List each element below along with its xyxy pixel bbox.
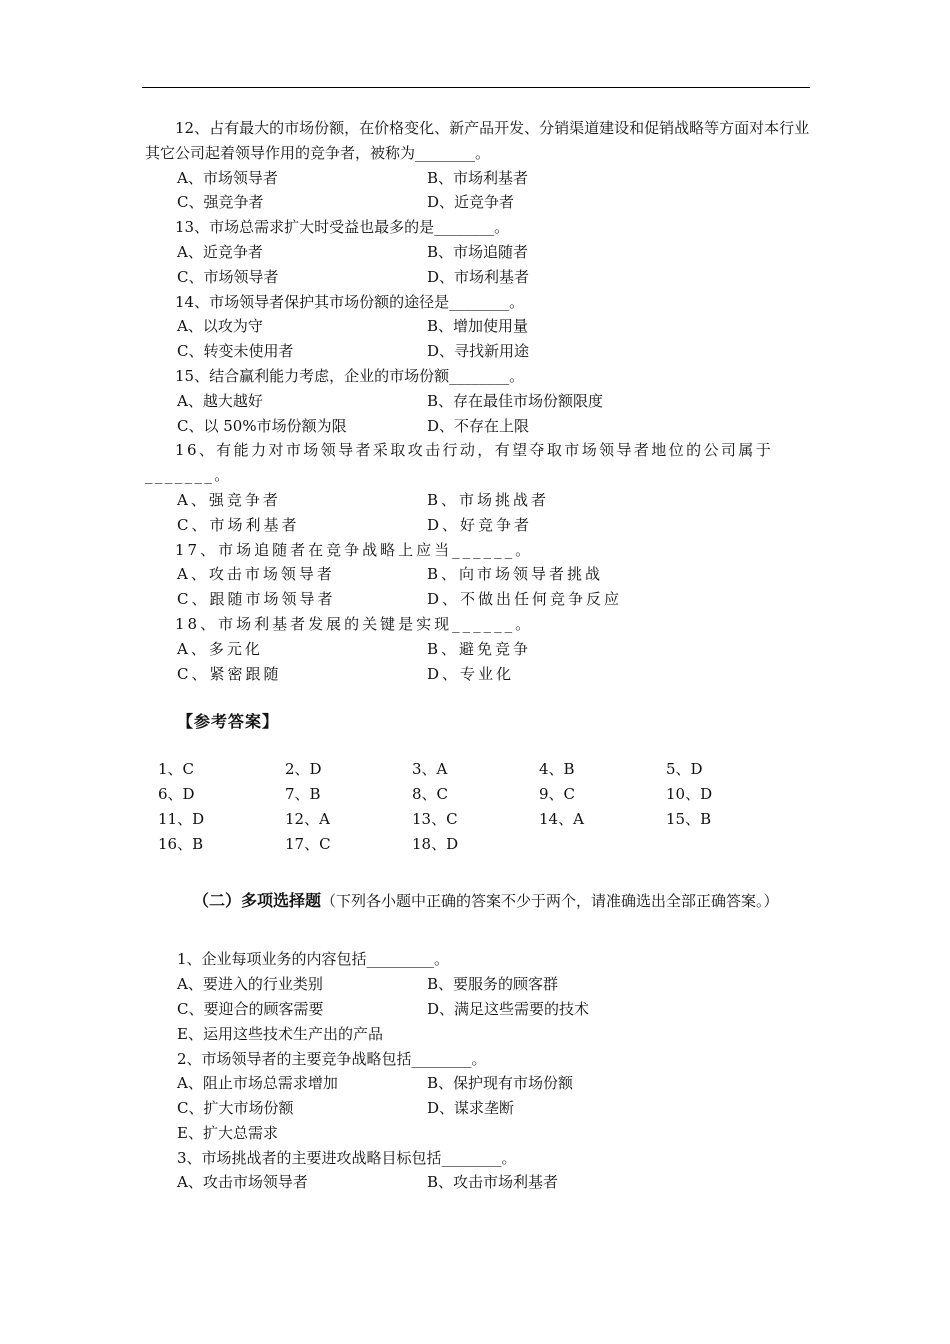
option: A、强竞争者 [177,490,281,509]
option: B、市场挑战者 [427,490,550,509]
option-row [145,1121,810,1146]
option: A、要进入的行业类别 [177,975,323,994]
question-stem: 14、市场领导者保护其市场份额的途径是________。 [175,292,525,311]
answer-item: 15、B [666,809,712,828]
answer-item: 7、B [285,784,321,803]
answer-item: 9、C [539,784,576,803]
option-row [145,414,810,439]
section-heading [145,882,810,920]
header-rule [142,87,810,88]
option: D、不做出任何竞争反应 [427,590,623,609]
option: E、扩大总需求 [177,1123,278,1142]
option: A、攻击市场领导者 [177,1173,308,1192]
option: C、要迎合的顾客需要 [177,999,324,1018]
question-stem: 3、市场挑战者的主要进攻战略目标包括________。 [177,1148,517,1167]
option: A、多元化 [177,639,263,658]
answer-grid [145,757,810,856]
option: D、专业化 [427,664,515,683]
option-row [145,1022,810,1047]
option: A、近竞争者 [177,242,263,261]
answer-item: 17、C [285,834,331,853]
option-row [145,1170,810,1195]
option: B、攻击市场利基者 [427,1173,559,1192]
option-row [145,562,810,587]
option-row [145,513,810,538]
option: C、转变未使用者 [177,342,294,361]
question-stem: 13、市场总需求扩大时受益也最多的是________。 [175,218,510,237]
answer-item: 4、B [539,760,575,779]
option: C、紧密跟随 [177,664,282,683]
option: A、阻止市场总需求增加 [177,1074,338,1093]
option-row [145,997,810,1022]
answer-item: 11、D [158,809,205,828]
option: B、保护现有市场份额 [427,1074,574,1093]
option: B、市场利基者 [427,168,529,187]
option: B、避免竞争 [427,639,532,658]
option: A、越大越好 [177,391,263,410]
option-row [145,637,810,662]
question-stem: 18、市场利基者发展的关键是实现______。 [175,614,534,633]
answer-item: 1、C [158,760,195,779]
section-note: （下列各小题中正确的答案不少于两个，请准确选出全部正确答案。） [321,892,779,911]
option: D、市场利基者 [427,267,530,286]
question-stem: 15、结合赢利能力考虑，企业的市场份额________。 [175,366,525,385]
option: A、市场领导者 [177,168,278,187]
option-row [145,1096,810,1121]
answer-item: 13、C [412,809,458,828]
option: C、以 50%市场份额为限 [177,416,347,435]
answer-item: 14、A [539,809,584,828]
option-row [145,265,810,290]
answer-item: 16、B [158,834,204,853]
option: B、向市场领导者挑战 [427,565,604,584]
question-stem: 2、市场领导者的主要竞争战略包括________。 [177,1049,487,1068]
answer-item: 3、A [412,760,448,779]
question-stem: 1、企业每项业务的内容包括_________。 [177,950,450,969]
answer-item: 8、C [412,784,449,803]
section-title: （二）多项选择题 [193,891,322,911]
question-stem: 17、市场追随者在竞争战略上应当______。 [175,540,534,559]
option: B、存在最佳市场份额限度 [427,391,604,410]
option-row [145,1071,810,1096]
option: D、寻找新用途 [427,342,530,361]
option: B、增加使用量 [427,317,529,336]
option: B、要服务的顾客群 [427,975,559,994]
option: C、跟随市场领导者 [177,590,336,609]
option-row [145,190,810,215]
answer-item: 18、D [412,834,459,853]
answer-item: 5、D [666,760,703,779]
answer-item: 2、D [285,760,322,779]
document-body [145,116,810,1195]
answer-item: 10、D [666,784,713,803]
option: D、好竞争者 [427,515,533,534]
option-row [145,240,810,265]
question-stem: 16、有能力对市场领导者采取攻击行动，有望夺取市场领导者地位的公司属于_______。 [145,441,774,485]
option: D、满足这些需要的技术 [427,999,590,1018]
option: C、市场领导者 [177,267,279,286]
option: E、运用这些技术生产出的产品 [177,1024,383,1043]
question-stem: 12、占有最大的市场份额，在价格变化、新产品开发、分销渠道建设和促销战略等方面对本行业其它公司起着领导作用的竞争者，被称为________。 [145,119,810,162]
option: A、以攻为守 [177,317,263,336]
option: D、近竞争者 [427,193,515,212]
answer-item: 6、D [158,784,195,803]
option: C、强竞争者 [177,193,264,212]
option-row [145,314,810,339]
answer-item: 12、A [285,809,330,828]
option-row [145,166,810,191]
option: C、市场利基者 [177,515,300,534]
option-row [145,587,810,612]
option-row [145,488,810,513]
option-row [145,972,810,997]
option: D、不存在上限 [427,416,530,435]
option-row [145,339,810,364]
option-row [145,662,810,687]
option: B、市场追随者 [427,242,529,261]
option: D、谋求垄断 [427,1099,515,1118]
answers-heading: 【参考答案】 [177,712,280,732]
option: C、扩大市场份额 [177,1099,294,1118]
option-row [145,389,810,414]
option: A、攻击市场领导者 [177,565,335,584]
